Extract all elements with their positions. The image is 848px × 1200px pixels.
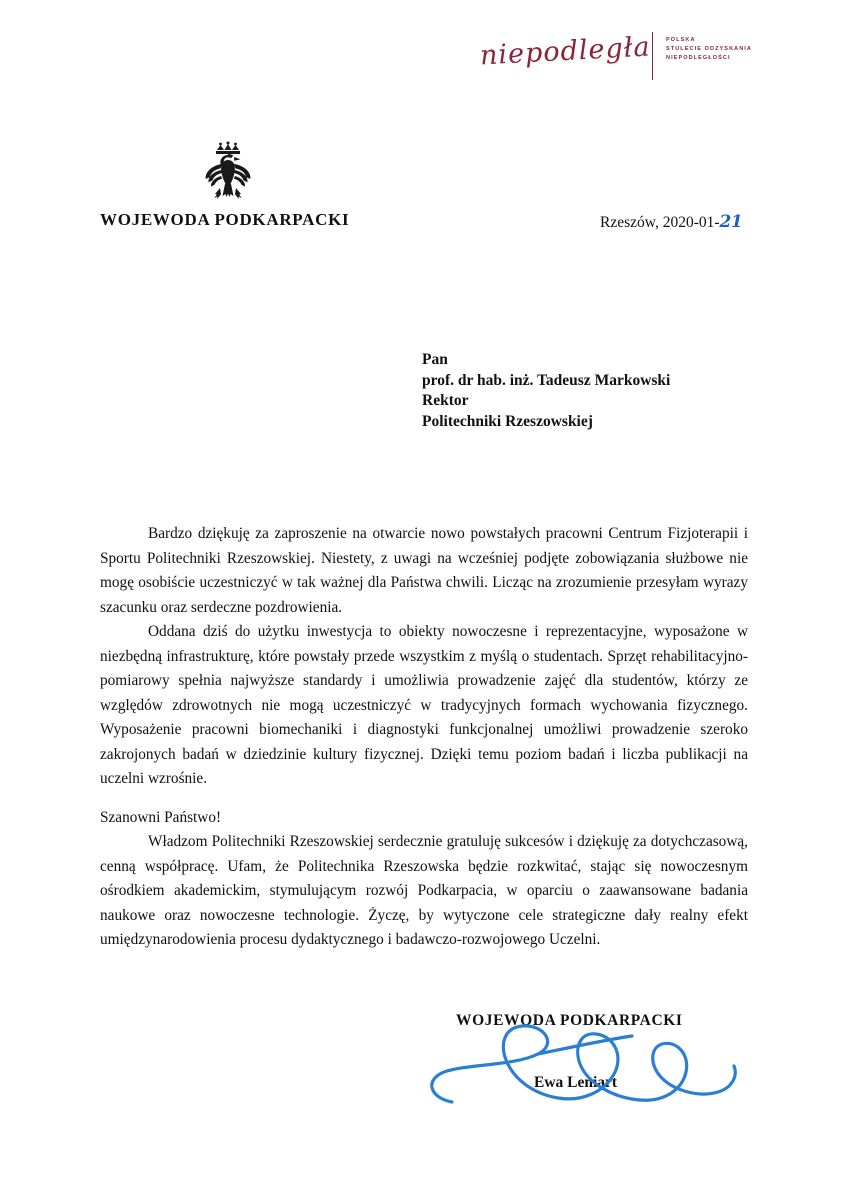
handwritten-signature <box>418 1014 748 1124</box>
polish-eagle-emblem-icon <box>196 138 260 210</box>
logo-line-2: STULECIE ODZYSKANIA <box>666 46 752 52</box>
logo-line-1: POLSKA <box>666 37 696 43</box>
handwritten-day: 21 <box>719 212 743 232</box>
salutation: Szanowni Państwo! <box>100 808 222 826</box>
logo-divider <box>652 32 653 80</box>
place-and-date <box>600 212 742 232</box>
logo-line-3: NIEPODLEGŁOŚCI <box>666 55 731 61</box>
place-date-text: Rzeszów, 2020-01- <box>600 214 720 231</box>
signature-name: Ewa Leniart <box>534 1074 618 1091</box>
signature-title: WOJEWODA PODKARPACKI <box>456 1012 683 1029</box>
addressee-line-1: Pan <box>422 351 448 368</box>
body-paragraph-1: Bardzo dziękuję za zaproszenie na otwarcie nowo powstałych pracowni Centrum Fizjoterapii i Sportu Politechniki Rzeszowskiej. Niestety, z uwagi na wcześniej podjęte zobowiązania służbowe nie mogę osobiście uczestniczyć w tak ważnej dla Państwa chwili. Licząc na zrozumienie przesyłam wyrazy szacunku oraz serdeczne pozdrowienia. <box>100 525 748 616</box>
niepodlegla-subtitle <box>666 36 752 63</box>
addressee-line-4: Politechniki Rzeszowskiej <box>422 412 593 430</box>
body-paragraph-2: Oddana dziś do użytku inwestycja to obiekty nowoczesne i reprezentacyjne, wyposażone w niezbędną infrastrukturę, które powstały przede wszystkim z myślą o studentach. Sprzęt rehabilitacyjno-pomiarowy spełnia najwyższe standardy i umożliwia prowadzenie zajęć dla studentów, którzy ze względów zdrowotnych nie mogą uczestniczyć w tradycyjnych formach wychowania fizycznego. Wyposażenie pracowni biomechaniki i diagnostyki funkcjonalnej umożliwi prowadzenie szeroko zakrojonych badań w dziedzinie kultury fizycznej. Dzięki temu poziom badań i liczba publikacji na uczelni wzrośnie. <box>100 623 748 787</box>
addressee-line-3: Rektor <box>422 392 469 409</box>
letter-body <box>100 522 748 953</box>
niepodlegla-logo <box>480 30 760 90</box>
body-paragraph-3: Władzom Politechniki Rzeszowskiej serdecznie gratuluję sukcesów i dziękuję za dotychczasową, cenną współpracę. Ufam, że Politechnika Rzeszowska będzie rozkwitać, stając się nowoczesnym ośrodkiem akademickim, stymulującym rozwój Podkarpacia, w oparciu o zaawansowane badania naukowe oraz nowoczesne technologie. Życzę, by wytyczone cele strategiczne dały realny efekt umiędzynarodowienia procesu dydaktycznego i badawczo-rozwojowego Uczelni. <box>100 833 748 948</box>
addressee-line-2: prof. dr hab. inż. Tadeusz Markowski <box>422 371 671 389</box>
niepodlegla-script-text: niepodległa <box>479 31 652 72</box>
addressee-block <box>422 350 670 432</box>
page-title: WOJEWODA PODKARPACKI <box>100 210 350 229</box>
